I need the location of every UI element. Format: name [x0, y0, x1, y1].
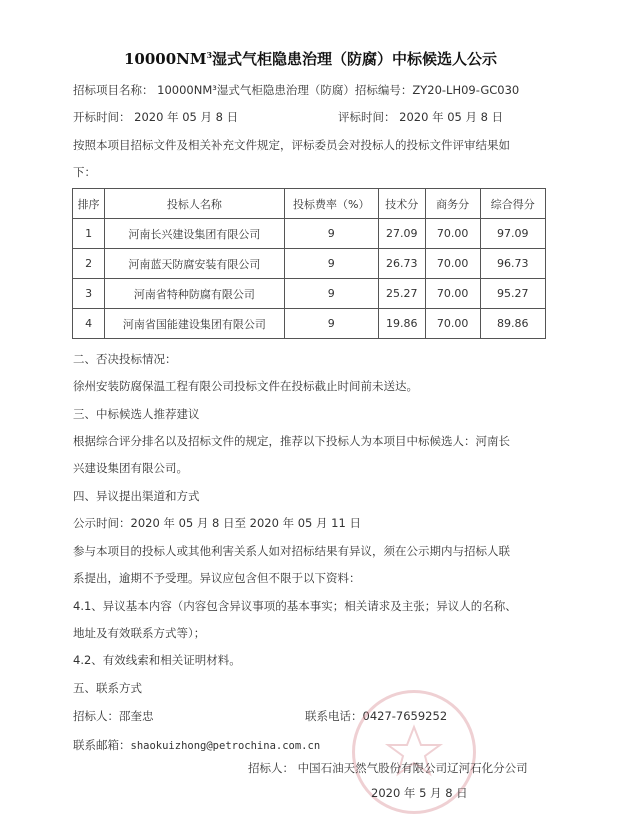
rate-cell: 9 [284, 219, 378, 249]
rate-cell: 9 [284, 279, 378, 309]
open-time: 开标时间： 2020 年 05 月 8 日 [73, 110, 239, 124]
table-header-row [73, 189, 546, 219]
bidder-cell: 河南省特种防腐有限公司 [105, 279, 284, 309]
contact-phone: 联系电话：0427-7659252 [305, 709, 448, 723]
business-cell: 70.00 [425, 279, 480, 309]
rate-cell: 9 [284, 309, 378, 339]
tech-cell: 26.73 [378, 249, 425, 279]
header-business: 商务分 [425, 189, 480, 219]
section-5-heading: 五、联系方式 [73, 681, 142, 695]
bidder-cell: 河南蓝天防腐安装有限公司 [105, 249, 284, 279]
header-rank: 排序 [73, 189, 105, 219]
tech-cell: 27.09 [378, 219, 425, 249]
contact-email-row [73, 737, 320, 753]
section-4-item-1b: 地址及有效联系方式等）； [73, 626, 206, 640]
section-3-heading: 三、中标候选人推荐建议 [73, 407, 200, 421]
business-cell: 70.00 [425, 309, 480, 339]
rank-cell: 3 [73, 279, 105, 309]
section-4-heading: 四、异议提出渠道和方式 [73, 489, 200, 503]
tenderer-signature: 招标人： 中国石油天然气股份有限公司辽河石化分公司 [248, 761, 528, 775]
page-title: $10000NM^3$湿式气柜隐患治理（防腐）中标候选人公示 [123, 50, 498, 68]
business-cell: 70.00 [425, 219, 480, 249]
contact-person: 招标人：邵奎忠 [73, 709, 154, 723]
rank-cell: 1 [73, 219, 105, 249]
section-3-body-1: 根据综合评分排名以及招标文件的规定，推荐以下投标人为本项目中标候选人：河南长 [73, 434, 510, 448]
intro-line-2: 下： [73, 165, 96, 179]
intro-line-1: 按照本项目招标文件及相关补充文件规定，评标委员会对投标人的投标文件评审结果如 [73, 138, 510, 152]
total-cell: 95.27 [480, 279, 545, 309]
rate-cell: 9 [284, 249, 378, 279]
section-4-body-1: 参与本项目的投标人或其他利害关系人如对招标结果有异议，须在公示期内与招标人联 [73, 544, 510, 558]
evaluation-table [72, 188, 546, 339]
contact-email-label: 联系邮箱： [73, 738, 131, 752]
project-name-line: 招标项目名称： 10000NM³湿式气柜隐患治理（防腐）招标编号：ZY20-LH09-GC030 [73, 83, 520, 97]
table-row [73, 279, 546, 309]
contact-email-link[interactable]: shaokuizhong@petrochina.com.cn [130, 740, 321, 752]
table-row [73, 249, 546, 279]
total-cell: 89.86 [480, 309, 545, 339]
section-4-period: 公示时间：2020 年 05 月 8 日至 2020 年 05 月 11 日 [73, 516, 361, 530]
business-cell: 70.00 [425, 249, 480, 279]
header-bidder: 投标人名称 [105, 189, 284, 219]
table-row [73, 309, 546, 339]
eval-time: 评标时间： 2020 年 05 月 8 日 [338, 110, 504, 124]
bidder-cell: 河南省国能建设集团有限公司 [105, 309, 284, 339]
header-rate: 投标费率（%） [284, 189, 378, 219]
tech-cell: 25.27 [378, 279, 425, 309]
section-4-item-1a: 4.1、异议基本内容（内容包含异议事项的基本事实；相关请求及主张；异议人的名称、 [73, 599, 517, 613]
section-3-body-2: 兴建设集团有限公司。 [73, 461, 188, 475]
section-4-body-2: 系提出，逾期不予受理。异议应包含但不限于以下资料： [73, 571, 361, 585]
rank-cell: 4 [73, 309, 105, 339]
bidder-cell: 河南长兴建设集团有限公司 [105, 219, 284, 249]
header-tech: 技术分 [378, 189, 425, 219]
rank-cell: 2 [73, 249, 105, 279]
tech-cell: 19.86 [378, 309, 425, 339]
table-row [73, 219, 546, 249]
section-4-item-2: 4.2、有效线索和相关证明材料。 [73, 653, 241, 667]
total-cell: 97.09 [480, 219, 545, 249]
section-2-heading: 二、否决投标情况： [73, 352, 177, 366]
section-2-body: 徐州安装防腐保温工程有限公司投标文件在投标截止时间前未送达。 [73, 379, 418, 393]
total-cell: 96.73 [480, 249, 545, 279]
signature-date: 2020 年 5 月 8 日 [371, 786, 468, 800]
header-total: 综合得分 [480, 189, 545, 219]
